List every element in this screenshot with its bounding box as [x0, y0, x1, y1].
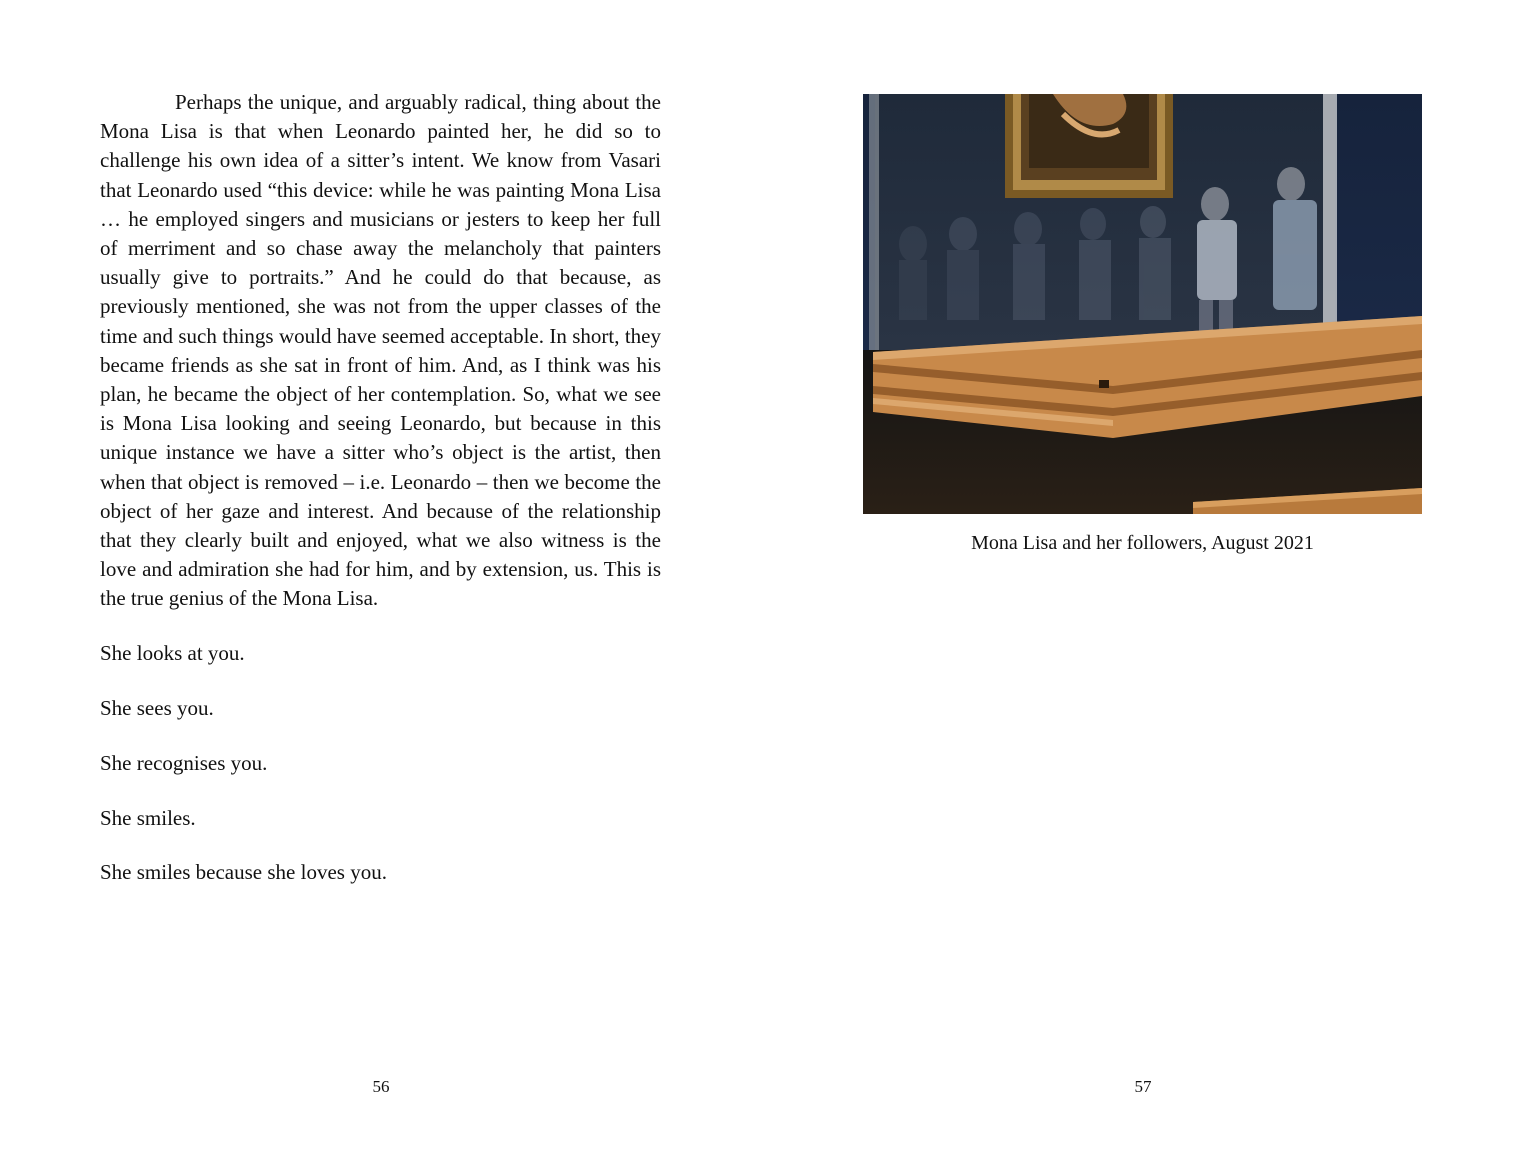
main-paragraph: Perhaps the unique, and arguably radical, thing about the Mona Lisa is that when Leonardo painted her, he did so to challenge his own idea of a sitter’s intent. We know from Vasari that Leonardo used “this device: while he was painting Mona Lisa … he employed singers and musicians or jesters to keep her full of merriment and so chase away the melancholy that painters usually give to portraits.” And he could do that because, as previously mentioned, she was not from the upper classes of the time and such things would have seemed acceptable. In short, they became friends as she sat in front of him. And, as I think was his plan, he became the object of her contemplation. So, what we see is Mona Lisa looking and seeing Leonardo, but because in this unique instance we have a sitter who’s object is the artist, then when that object is removed – i.e. Leonardo – then we become the object of her gaze and interest. And because of the relationship that they clearly built and enjoyed, what we also witness is the love and admiration she had for him, and by extension, us. This is the true genius of the Mona Lisa.: [100, 90, 661, 611]
page-number-right: 57: [1134, 1077, 1152, 1096]
line-recognises: She recognises you.: [100, 750, 268, 775]
line-smiles: She smiles.: [100, 805, 196, 830]
line-sees: She sees you.: [100, 696, 214, 721]
line-loves: She smiles because she loves you.: [100, 860, 387, 885]
body-text: [100, 88, 661, 888]
mona-lisa-photo: [863, 94, 1422, 514]
right-page: [762, 0, 1524, 1169]
photo-caption: Mona Lisa and her followers, August 2021: [971, 532, 1314, 554]
page-number-left: 56: [372, 1077, 390, 1096]
line-looks: She looks at you.: [100, 641, 245, 666]
